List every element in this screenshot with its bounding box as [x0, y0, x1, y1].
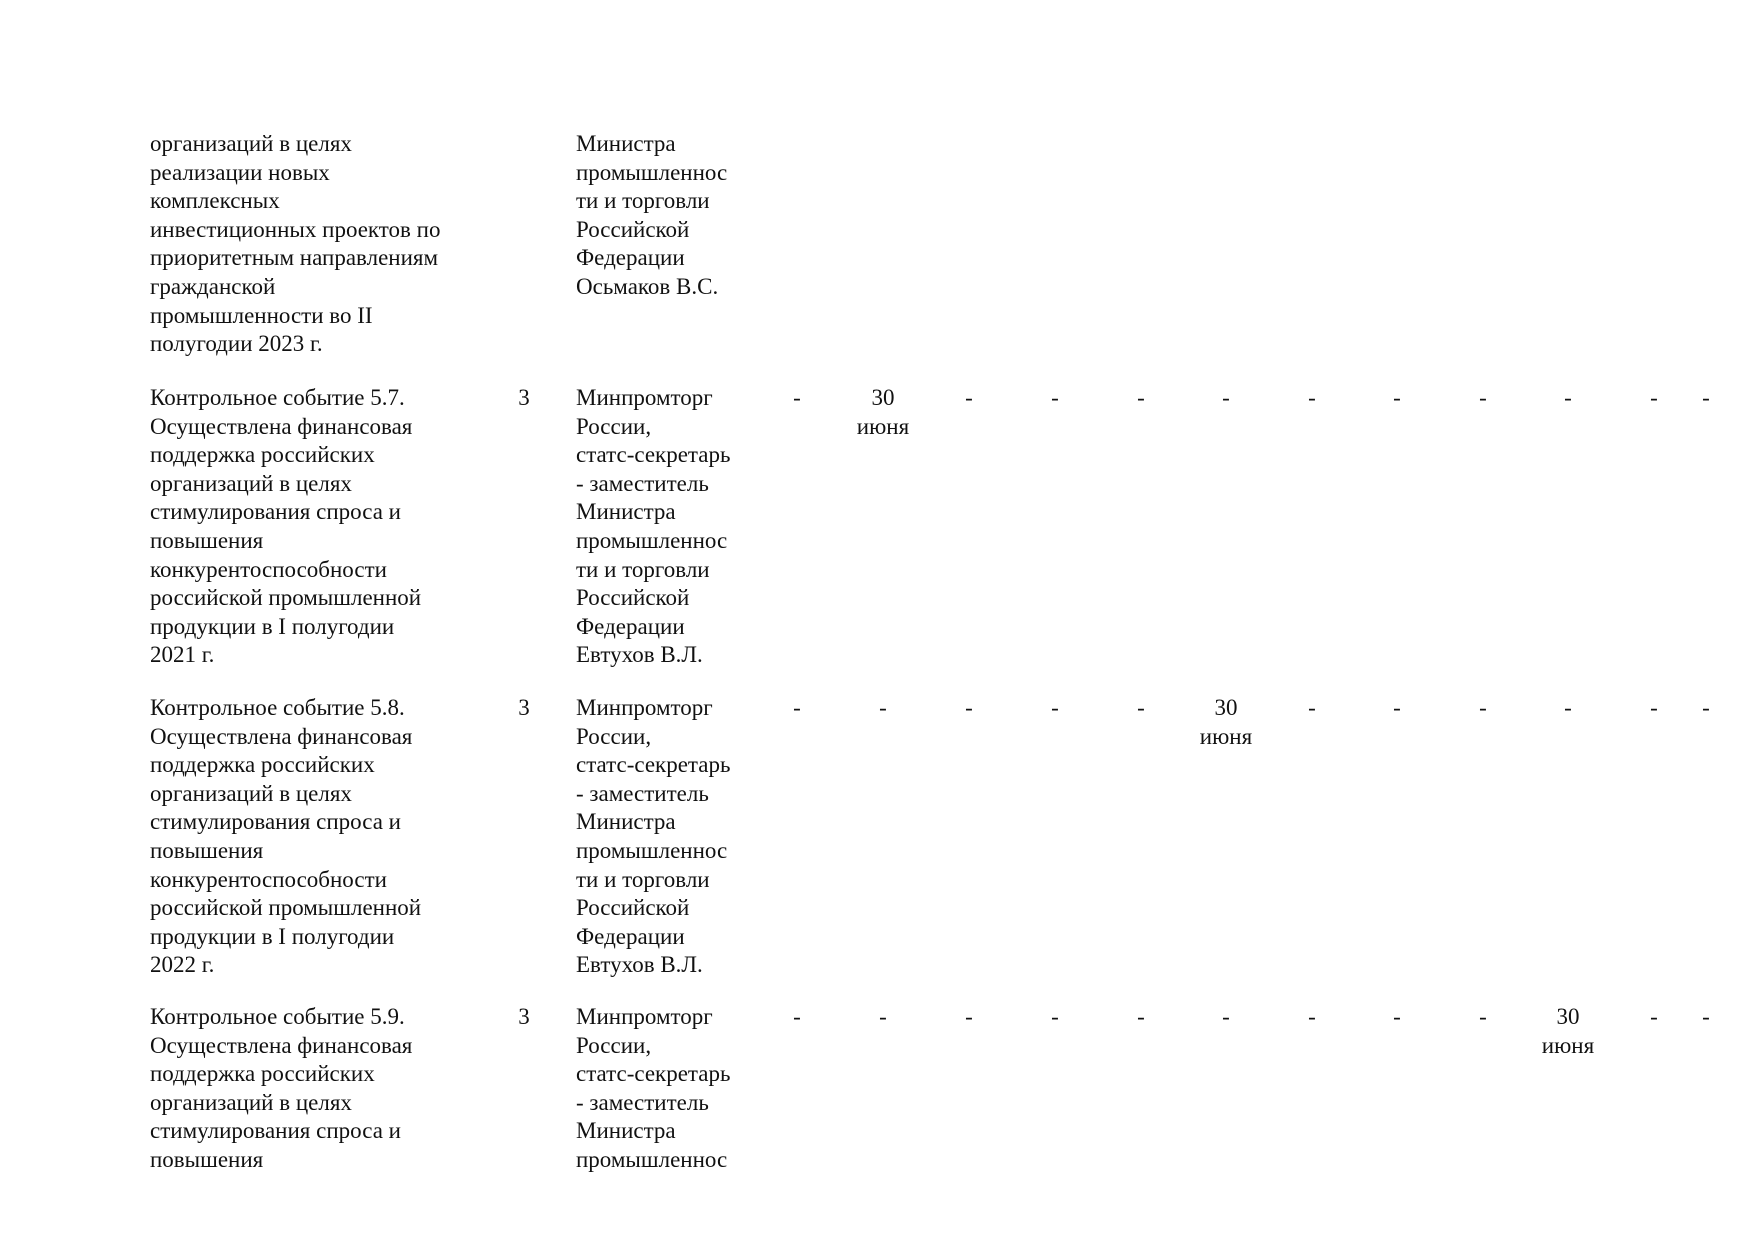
- quarter-cell: -: [879, 1004, 887, 1029]
- quarter-cell: -: [1702, 385, 1710, 410]
- quarter-cell: -: [1308, 385, 1316, 410]
- quarter-cell: -: [1702, 695, 1710, 720]
- quarter-cell: -: [1137, 385, 1145, 410]
- quarter-cell: -: [1222, 385, 1230, 410]
- responsible-executor: Минпромторг России, статс-секретарь - заместитель Министра промышленнос ти и торговли Российской Федерации Евтухов В.Л.: [576, 385, 731, 668]
- quarter-cell: -: [1308, 695, 1316, 720]
- quarter-cell: 30 июня: [856, 385, 910, 439]
- quarter-cell: -: [965, 1004, 973, 1029]
- quarter-cell: -: [793, 1004, 801, 1029]
- quarter-cell: -: [1393, 695, 1401, 720]
- quarter-cell: -: [1479, 1004, 1487, 1029]
- quarter-cell: -: [1051, 385, 1059, 410]
- quarter-cell: -: [1393, 385, 1401, 410]
- event-name: Контрольное событие 5.8. Осуществлена финансовая поддержка российских организаций в целях стимулирования спроса и повышения конкурентоспособности российской промышленной продукции в I полугодии 2022 г.: [150, 695, 422, 978]
- quarter-cell: -: [1564, 695, 1572, 720]
- quarter-cell: -: [1650, 695, 1658, 720]
- quarter-cell: 30 июня: [1199, 695, 1253, 749]
- quarter-cell: -: [1564, 385, 1572, 410]
- responsible-executor: Минпромторг России, статс-секретарь - заместитель Министра промышленнос: [576, 1004, 731, 1172]
- quarter-cell: -: [1051, 1004, 1059, 1029]
- quarter-cell: -: [1137, 695, 1145, 720]
- event-name: Контрольное событие 5.7. Осуществлена финансовая поддержка российских организаций в целях стимулирования спроса и повышения конкурентоспособности российской промышленной продукции в I полугодии 2021 г.: [150, 385, 422, 668]
- quarter-cell: 30 июня: [1541, 1004, 1595, 1058]
- event-level: 3: [518, 1004, 530, 1029]
- event-name: организаций в целях реализации новых комплексных инвестиционных проектов по приоритетным направлениям гражданской промышленности во II полугодии 2023 г.: [150, 131, 441, 357]
- quarter-cell: -: [1308, 1004, 1316, 1029]
- quarter-cell: -: [965, 385, 973, 410]
- quarter-cell: -: [1137, 1004, 1145, 1029]
- quarter-cell: -: [879, 695, 887, 720]
- quarter-cell: -: [965, 695, 973, 720]
- event-level: 3: [518, 695, 530, 720]
- event-level: 3: [518, 385, 530, 410]
- quarter-cell: -: [1222, 1004, 1230, 1029]
- quarter-cell: -: [1650, 1004, 1658, 1029]
- quarter-cell: -: [1393, 1004, 1401, 1029]
- quarter-cell: -: [1051, 695, 1059, 720]
- quarter-cell: -: [793, 695, 801, 720]
- event-name: Контрольное событие 5.9. Осуществлена финансовая поддержка российских организаций в целях стимулирования спроса и повышения: [150, 1004, 413, 1172]
- responsible-executor: Министра промышленнос ти и торговли Российской Федерации Осьмаков В.С.: [576, 131, 728, 299]
- responsible-executor: Минпромторг России, статс-секретарь - заместитель Министра промышленнос ти и торговли Российской Федерации Евтухов В.Л.: [576, 695, 731, 978]
- quarter-cell: -: [1702, 1004, 1710, 1029]
- quarter-cell: -: [1479, 385, 1487, 410]
- quarter-cell: -: [1650, 385, 1658, 410]
- quarter-cell: -: [793, 385, 801, 410]
- quarter-cell: -: [1479, 695, 1487, 720]
